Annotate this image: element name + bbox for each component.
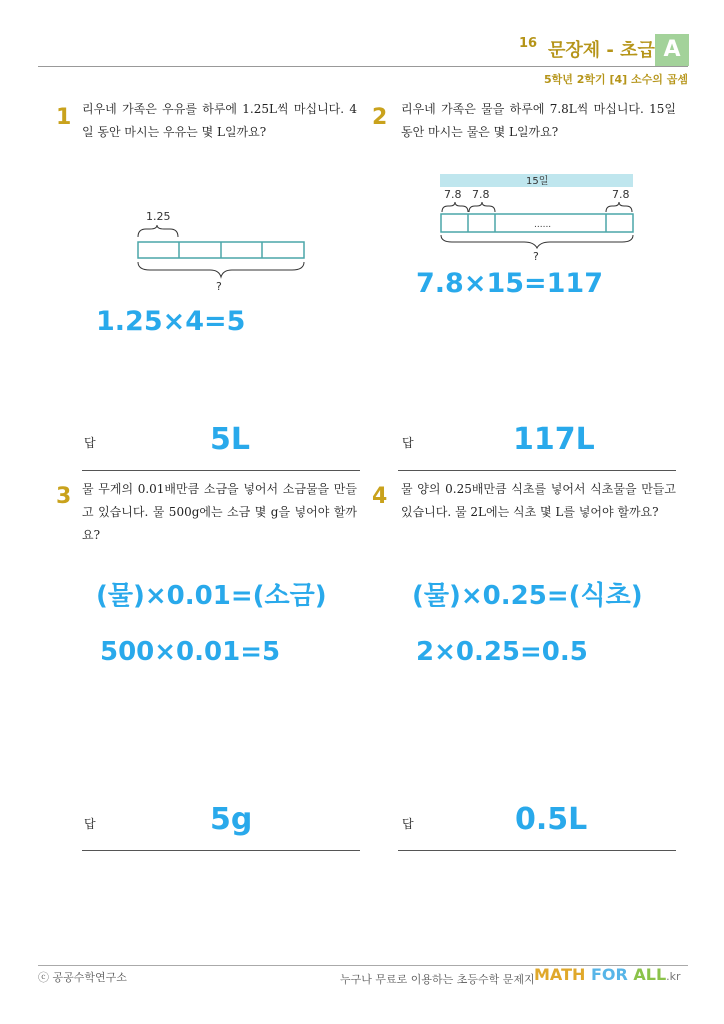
answer-value: 117L [513,422,595,457]
diagram-banner-label: 15일 [526,176,549,187]
brand-all: ALL [633,965,667,984]
diagram-question: ? [216,280,222,293]
worksheet-subtitle: 5학년 2학기 [4] 소수의 곱셈 [544,73,688,86]
problem-text: 리우네 가족은 물을 하루에 7.8L씩 마십니다. 15일 동안 마시는 물은 몇 L일까요? [401,102,676,139]
problem-text: 물 양의 0.25배만큼 식초를 넣어서 식초물을 만들고 있습니다. 물 2L에는 식초 몇 L를 넣어야 할까요? [401,482,676,519]
answer-label: 답 [84,817,96,831]
diagram-label: 1.25 [146,210,171,223]
level-badge: A [655,34,689,66]
brand-math: MATH [534,965,586,984]
work-line: 7.8×15=117 [416,268,604,299]
worksheet-title: 문장제 - 초급 [548,40,655,61]
diagram-label: 7.8 [612,188,630,201]
brand-for: FOR [590,965,628,984]
work-line: 500×0.01=5 [100,637,281,667]
copyright: ⓒ 공공수학연구소 [38,971,127,984]
work-line: (물)×0.01=(소금) [96,581,327,611]
answer-value: 0.5L [515,802,588,837]
diagram-label: 7.8 [444,188,462,201]
problem-number: 2 [372,105,388,130]
problem-text: 물 무게의 0.01배만큼 소금을 넣어서 소금물을 만들고 있습니다. 물 500g에는 소금 몇 g을 넣어야 할까요? [82,482,357,542]
problem-number: 3 [56,484,72,509]
header-divider [38,66,688,67]
answer-line [398,850,676,851]
diagram-dots: ...... [534,220,552,230]
diagram-question: ? [533,250,539,263]
answer-value: 5L [210,422,250,457]
diagram-label: 7.8 [472,188,490,201]
answer-label: 답 [402,817,414,831]
answer-line [82,850,360,851]
answer-label: 답 [402,436,414,450]
problem-text: 리우네 가족은 우유를 하루에 1.25L씩 마십니다. 4일 동안 마시는 우유는 몇 L일까요? [82,102,357,139]
tape-diagram [130,205,320,295]
answer-value: 5g [210,802,253,837]
answer-line [398,470,676,471]
answer-label: 답 [84,436,96,450]
problem-number: 4 [372,484,388,509]
tape-diagram [436,172,642,264]
answer-line [82,470,360,471]
worksheet-number: 16 [519,36,538,51]
brand-logo [534,965,681,984]
work-line: 1.25×4=5 [96,306,246,337]
problem-number: 1 [56,105,72,130]
work-line: 2×0.25=0.5 [416,637,588,667]
brand-kr: .kr [666,970,681,983]
footer-tagline: 누구나 무료로 이용하는 초등수학 문제지 [340,973,535,986]
work-line: (물)×0.25=(식초) [412,581,643,611]
